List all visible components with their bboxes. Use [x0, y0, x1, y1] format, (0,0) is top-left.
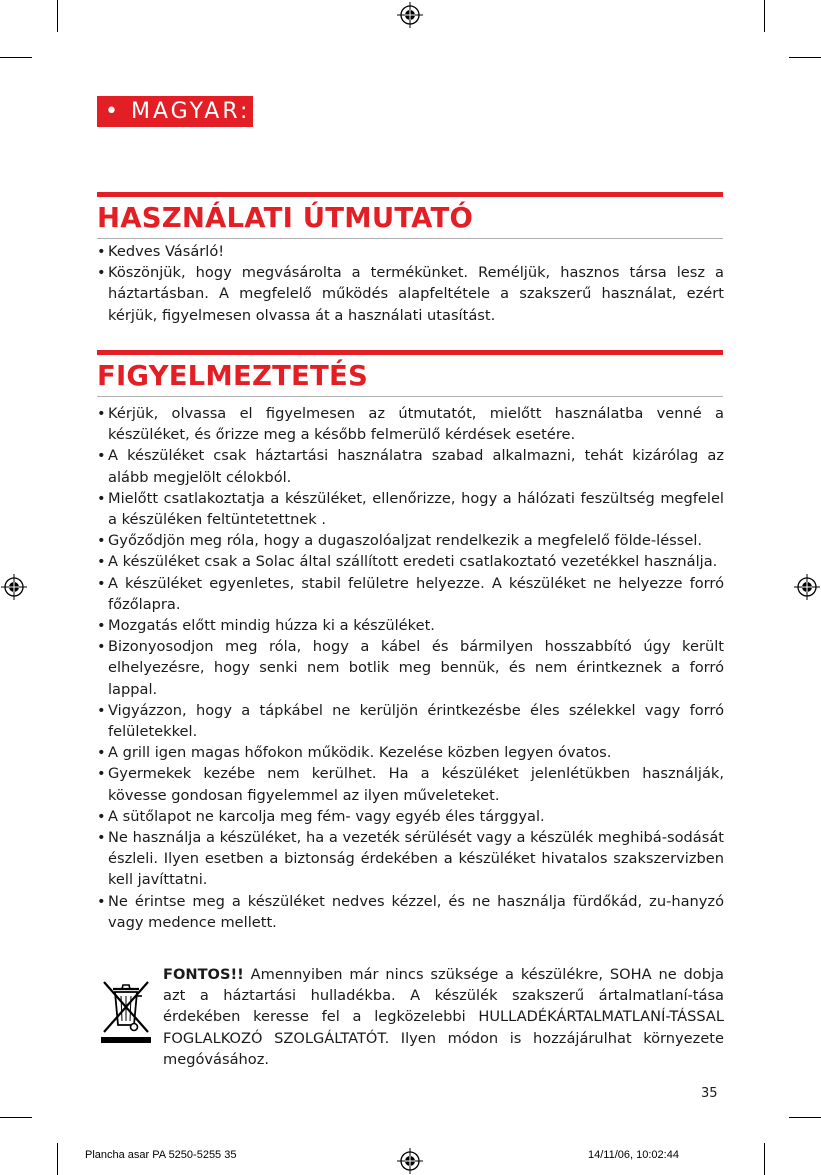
bullet: •	[97, 447, 106, 465]
bullet: •	[97, 638, 106, 656]
bullet: •	[97, 701, 106, 719]
bullet: •	[97, 532, 106, 550]
list-item: • Bizonyosodjon meg róla, hogy a kábel és bármilyen hosszabbító úgy került elhelyezésre, hogy senki nem botlik meg bennük, és nem érintkeznek a forró lappal.	[97, 638, 724, 698]
bullet: •	[97, 765, 106, 783]
list-item: • Győződjön meg róla, hogy a dugaszolóaljzat rendelkezik a megfelelő földe-léssel.	[97, 530, 724, 551]
warning-list	[97, 403, 724, 933]
list-item: • A grill igen magas hőfokon működik. Kezelése közben legyen óvatos.	[97, 742, 724, 763]
notice-label: FONTOS!!	[163, 966, 244, 983]
bullet: •	[97, 264, 106, 282]
crop-mark	[764, 1143, 765, 1175]
bullet: •	[97, 553, 106, 571]
registration-mark-icon	[1, 574, 27, 600]
usage-list	[97, 241, 724, 326]
list-item: • Ne használja a készüléket, ha a vezeték sérülését vagy a készülék meghibá-sodását észleli. Ilyen esetben a biztonság érdekében a készüléket hivatalos szakszervizben kell javíttatni.	[97, 829, 724, 889]
list-item: • Köszönjük, hogy megvásárolta a termékünket. Reméljük, hasznos társa lesz a háztartásban. A megfelelő működés alapfeltétele a szakszerű használat, ezért kérjük, figyelmesen olvassa át a használati utasítást.	[97, 264, 724, 324]
list-item: • A készüléket egyenletes, stabil felületre helyezze. A készüléket ne helyezze forró főzőlapra.	[97, 574, 724, 613]
registration-mark-icon	[397, 2, 423, 28]
bullet: •	[97, 744, 106, 762]
list-item: • Ne érintse meg a készüléket nedves kézzel, és ne használja fürdőkád, zu-hanyzó vagy medence mellett.	[97, 892, 724, 931]
section-rule	[97, 238, 723, 239]
section-rule	[97, 396, 723, 397]
registration-mark-icon	[794, 574, 820, 600]
list-item: • Kérjük, olvassa el figyelmesen az útmutatót, mielőtt használatba venné a készüléket, és őrizze meg a később felmerülő kérdések esetére.	[97, 405, 724, 444]
bullet: •	[97, 892, 106, 910]
page-number: 35	[701, 1086, 718, 1101]
crop-mark	[789, 1117, 821, 1118]
crossed-out-wheelie-bin-icon	[99, 976, 153, 1044]
section-usage-header	[97, 192, 723, 239]
list-item: • Vigyázzon, hogy a tápkábel ne kerüljön érintkezésbe éles szélekkel vagy forró felületekkel.	[97, 701, 724, 741]
bullet: •	[97, 829, 106, 847]
list-item: • Kedves Vásárló!	[97, 241, 724, 262]
crop-mark	[789, 57, 821, 58]
notice-text: Amennyiben már nincs szüksége a készülékre, SOHA ne dobja azt a háztartási hulladékba. A készülék szakszerű ártalmatlaní-tása érdekében keresse fel a legközelebbi HULLADÉKÁRTALMATLANÍ-TÁSSAL FOGLALKOZÓ SZOLGÁLTATÓT. Ilyen módon is hozzájárulhat környezete megóvásához.	[163, 966, 724, 1068]
disposal-notice	[163, 964, 724, 1070]
list-item: • A készüléket csak háztartási használatra szabad alkalmazni, tehát kizárólag az alább megjelölt célokból.	[97, 447, 724, 486]
crop-mark	[57, 1143, 58, 1175]
list-item: • Mielőtt csatlakoztatja a készüléket, ellenőrizze, hogy a hálózati feszültség megfelel a készüléken feltüntetettnek .	[97, 489, 724, 529]
print-slug-date: 14/11/06, 10:02:44	[588, 1149, 679, 1161]
list-item: • Mozgatás előtt mindig húzza ki a készüléket.	[97, 615, 724, 636]
crop-mark	[0, 1117, 32, 1118]
section-warning-header	[97, 350, 723, 397]
bullet: •	[97, 574, 106, 592]
bullet: •	[97, 243, 106, 260]
list-item: • A sütőlapot ne karcolja meg fém- vagy egyéb éles tárggyal.	[97, 806, 724, 827]
list-item: • A készüléket csak a Solac által szállított eredeti csatlakoztató vezetékkel használja.	[97, 551, 724, 572]
section-title-usage: HASZNÁLATI ÚTMUTATÓ	[97, 202, 474, 234]
print-slug-file: Plancha asar PA 5250-5255 35	[85, 1149, 237, 1161]
bullet: •	[97, 489, 106, 507]
section-title-warning: FIGYELMEZTETÉS	[97, 360, 368, 392]
bullet: •	[97, 617, 106, 635]
crop-mark	[764, 0, 765, 32]
bullet: •	[97, 405, 106, 422]
language-tab: • MAGYAR:	[97, 96, 253, 127]
registration-mark-icon	[397, 1148, 423, 1174]
bullet: •	[97, 807, 106, 825]
crop-mark	[57, 0, 58, 32]
list-item: • Gyermekek kezébe nem kerülhet. Ha a készüléket jelenlétükben használják, kövesse gondosan figyelemmel az ilyen műveleteket.	[97, 765, 724, 804]
crop-mark	[0, 57, 32, 58]
